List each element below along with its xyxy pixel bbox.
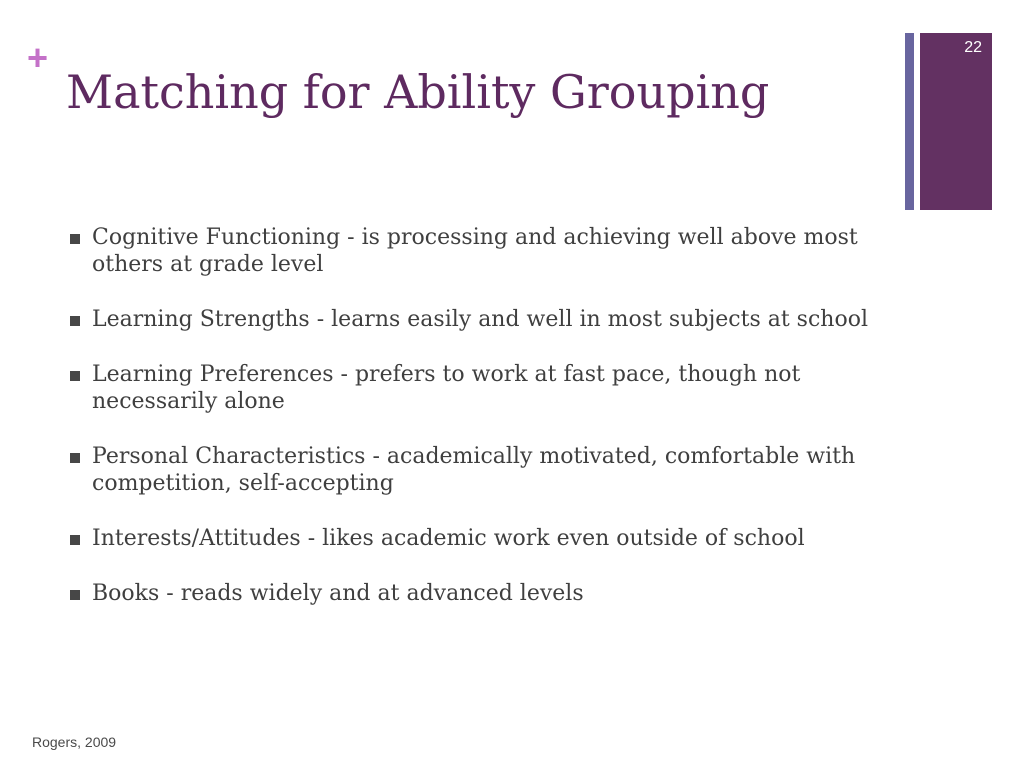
bullet-item	[66, 361, 876, 415]
plus-icon: +	[27, 37, 49, 78]
square-bullet-icon	[70, 535, 80, 545]
slide-title: Matching for Ability Grouping	[66, 65, 770, 119]
accent-bar-wide	[920, 33, 992, 210]
bullet-item	[66, 443, 876, 497]
citation: Rogers, 2009	[32, 734, 117, 750]
accent-bar-slim	[905, 33, 914, 210]
square-bullet-icon	[70, 371, 80, 381]
bullet-text: Personal Characteristics - academically motivated, comfortable with competition, self-accepting	[92, 444, 856, 496]
square-bullet-icon	[70, 234, 80, 244]
bullet-list	[66, 224, 876, 635]
bullet-text: Cognitive Functioning - is processing and achieving well above most others at grade level	[92, 225, 858, 277]
square-bullet-icon	[70, 316, 80, 326]
bullet-item	[66, 224, 876, 278]
bullet-text: Books - reads widely and at advanced levels	[92, 581, 584, 606]
bullet-text: Interests/Attitudes - likes academic work even outside of school	[92, 526, 805, 551]
square-bullet-icon	[70, 453, 80, 463]
bullet-item	[66, 306, 876, 333]
bullet-text: Learning Strengths - learns easily and well in most subjects at school	[92, 307, 868, 332]
bullet-item	[66, 525, 876, 552]
page-number: 22	[964, 39, 982, 56]
square-bullet-icon	[70, 590, 80, 600]
bullet-text: Learning Preferences - prefers to work at fast pace, though not necessarily alone	[92, 362, 801, 414]
bullet-item	[66, 580, 876, 607]
